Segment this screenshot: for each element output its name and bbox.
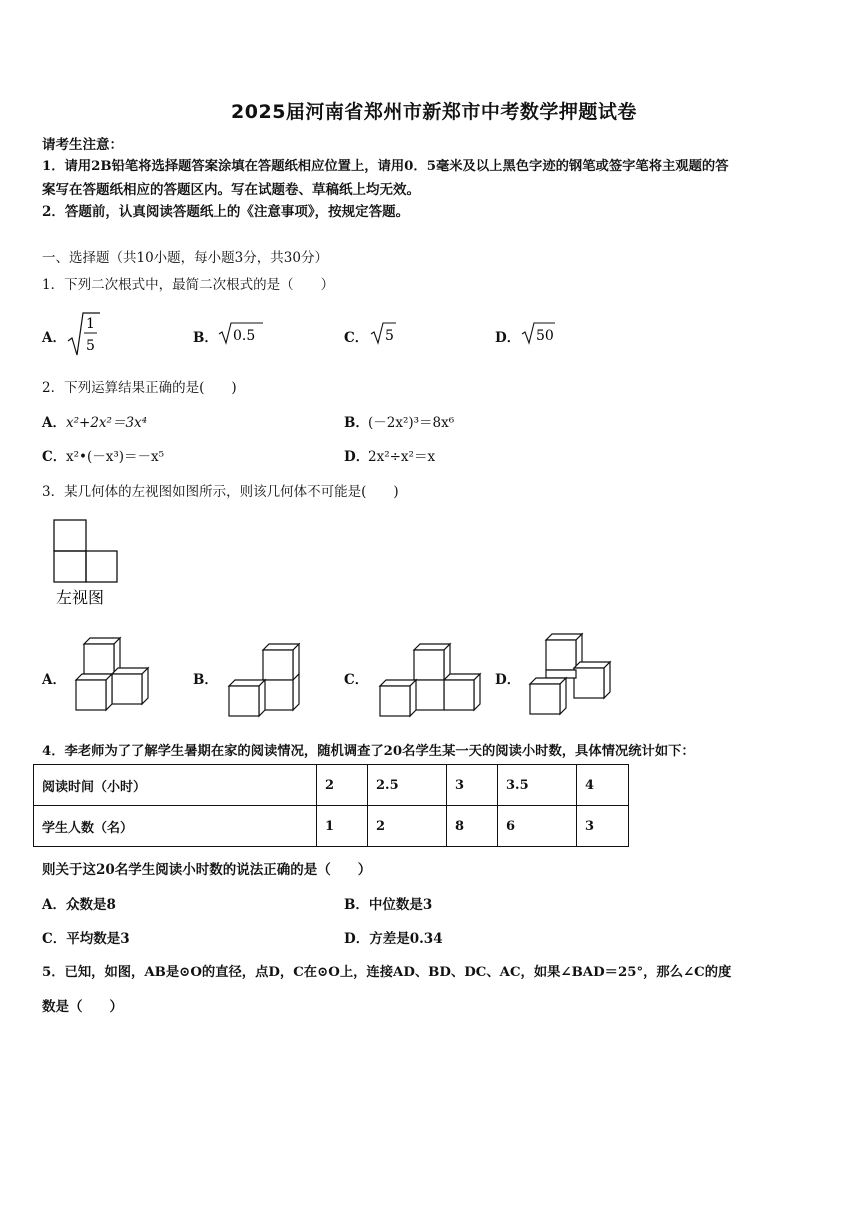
table-cell: 1 <box>317 806 368 847</box>
notice-heading: 请考生注意： <box>42 137 123 153</box>
q3-stem: 3．某几何体的左视图如图所示，则该几何体不可能是( ) <box>42 484 399 500</box>
notice-line-1: 1．请用2B铅笔将选择题答案涂填在答题纸相应位置上，请用0．5毫米及以上黑色字迹的钢笔或签字笔将主观题的答 <box>42 159 729 174</box>
q2-option-d: 2x²÷x²＝x <box>368 449 436 465</box>
q4-data-table <box>33 764 629 847</box>
table-cell: 2.5 <box>368 765 447 806</box>
table-cell: 2 <box>368 806 447 847</box>
q1-c-radicand: 5 <box>385 328 394 344</box>
q2-option-c: x²•(－x³)＝－x⁵ <box>66 449 165 465</box>
q1-b-radicand: 0.5 <box>233 328 256 344</box>
table-cell: 8 <box>447 806 498 847</box>
table-cell: 2 <box>317 765 368 806</box>
q3-option-b-label: B． <box>193 672 218 688</box>
q3-option-a-figure <box>70 632 160 712</box>
table-cell: 6 <box>498 806 577 847</box>
q4-option-d: D．方差是0.34 <box>344 931 443 947</box>
q1-option-d-sqrt <box>521 320 557 346</box>
q1-option-b-sqrt <box>218 320 264 346</box>
q1-option-c-label: C． <box>344 330 369 346</box>
table-cell: 3 <box>447 765 498 806</box>
q2-option-d-label: D． <box>344 449 370 465</box>
q1-option-d-label: D． <box>495 330 521 346</box>
q2-option-a-label: A． <box>42 415 66 431</box>
notice-line-3: 2．答题前，认真阅读答题纸上的《注意事项》，按规定答题。 <box>42 204 410 220</box>
notice-line-2: 案写在答题纸相应的答题区内。写在试题卷、草稿纸上均无效。 <box>42 182 420 198</box>
q1-option-b-label: B． <box>193 330 218 346</box>
table-row <box>34 765 629 806</box>
q1-d-radicand: 50 <box>536 328 554 344</box>
section-header: 一、选择题（共10小题，每小题3分，共30分） <box>42 250 328 266</box>
q1-option-a-sqrt <box>66 309 102 359</box>
q3-left-view-figure <box>50 518 122 610</box>
q1-option-a-label: A． <box>42 330 66 346</box>
table-cell: 学生人数（名） <box>34 806 317 847</box>
table-cell: 4 <box>577 765 629 806</box>
q2-stem: 2．下列运算结果正确的是( ) <box>42 380 237 396</box>
q3-option-c-figure <box>374 638 484 718</box>
table-row <box>34 806 629 847</box>
q2-option-c-label: C． <box>42 449 67 465</box>
q4-option-c: C．平均数是3 <box>42 931 130 947</box>
q3-option-c-label: C． <box>344 672 369 688</box>
table-cell: 3.5 <box>498 765 577 806</box>
q5-stem-line-2: 数是（ ） <box>42 999 123 1015</box>
q4-option-a: A．众数是8 <box>42 897 116 913</box>
q1-option-c-sqrt <box>370 320 398 346</box>
q3-view-caption: 左视图 <box>56 588 105 607</box>
q4-question: 则关于这20名学生阅读小时数的说法正确的是（ ） <box>42 862 372 878</box>
page-title: 2025届河南省郑州市新郑市中考数学押题试卷 <box>231 101 637 123</box>
q2-option-a: x²+2x²＝3x⁴ <box>66 415 148 431</box>
q2-option-b-label: B． <box>344 415 369 431</box>
q3-option-d-figure <box>524 628 616 720</box>
table-cell: 阅读时间（小时） <box>34 765 317 806</box>
table-cell: 3 <box>577 806 629 847</box>
q4-option-b: B．中位数是3 <box>344 897 433 913</box>
q1-stem: 1．下列二次根式中，最简二次根式的是（ ） <box>42 277 335 293</box>
q3-option-a-label: A． <box>42 672 66 688</box>
q3-option-b-figure <box>223 638 307 718</box>
q4-stem: 4．李老师为了了解学生暑期在家的阅读情况，随机调查了20名学生某一天的阅读小时数，具体情况统计如下： <box>42 744 695 759</box>
q2-option-b: (－2x²)³＝8x⁶ <box>368 415 455 431</box>
q3-option-d-label: D． <box>495 672 521 688</box>
q1-a-numerator: 1 <box>86 316 95 332</box>
q5-stem-line-1: 5．已知，如图，AB是⊙O的直径，点D，C在⊙O上，连接AD、BD、DC、AC，如果∠BAD＝25°，那么∠C的度 <box>42 965 732 980</box>
q1-a-denominator: 5 <box>86 338 95 354</box>
